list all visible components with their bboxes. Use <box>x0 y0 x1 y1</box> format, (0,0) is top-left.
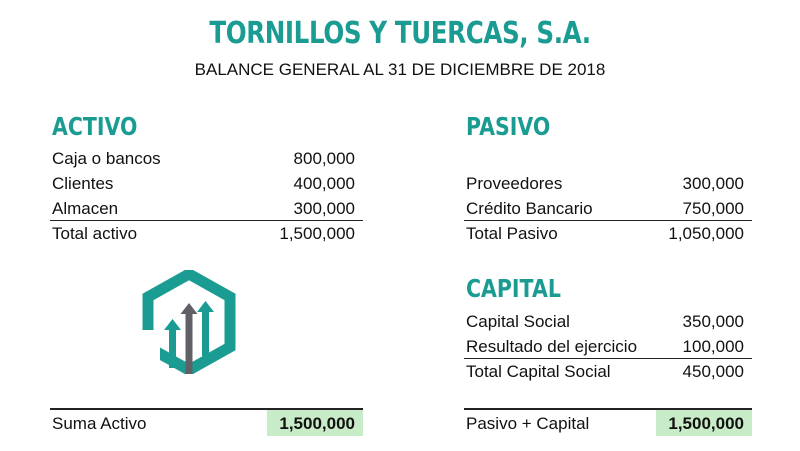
pasivo-capital-label: Pasivo + Capital <box>466 414 590 433</box>
pasivo-value: 750,000 <box>682 199 744 218</box>
activo-row <box>50 171 363 196</box>
activo-row <box>50 196 363 221</box>
activo-total-value: 1,500,000 <box>279 224 355 243</box>
activo-label: Almacen <box>52 199 119 218</box>
pasivo-capital-row <box>464 408 752 436</box>
capital-value: 100,000 <box>682 337 744 356</box>
capital-value: 350,000 <box>682 312 744 331</box>
activo-row <box>50 146 363 171</box>
report-subtitle: BALANCE GENERAL AL 31 DE DICIEMBRE DE 2018 <box>194 60 606 79</box>
suma-activo-label: Suma Activo <box>52 414 147 433</box>
activo-label: Caja o bancos <box>52 149 161 168</box>
capital-total-row <box>464 358 752 383</box>
suma-activo-row <box>50 408 363 436</box>
activo-value: 400,000 <box>293 174 355 193</box>
activo-value: 300,000 <box>293 199 355 218</box>
activo-total-row <box>50 220 363 245</box>
activo-label: Clientes <box>52 174 114 193</box>
capital-row <box>464 334 752 359</box>
activo-heading: ACTIVO <box>52 112 138 141</box>
capital-label: Resultado del ejercicio <box>466 337 638 356</box>
pasivo-capital-value: 1,500,000 <box>656 410 752 436</box>
pasivo-row <box>464 171 752 196</box>
company-name: TORNILLOS Y TUERCAS, S.A. <box>209 16 591 51</box>
activo-total-label: Total activo <box>52 224 138 243</box>
pasivo-label: Crédito Bancario <box>466 199 593 218</box>
pasivo-label: Proveedores <box>466 174 563 193</box>
pasivo-total-label: Total Pasivo <box>466 224 558 243</box>
pasivo-total-value: 1,050,000 <box>668 224 744 243</box>
capital-total-label: Total Capital Social <box>466 362 611 381</box>
capital-total-value: 450,000 <box>682 362 744 381</box>
pasivo-total-row <box>464 220 752 245</box>
capital-heading: CAPITAL <box>466 274 561 303</box>
pasivo-value: 300,000 <box>682 174 744 193</box>
pasivo-heading: PASIVO <box>466 112 551 141</box>
capital-row <box>464 309 752 334</box>
growth-arrows-hexagon-icon <box>142 270 236 374</box>
capital-label: Capital Social <box>466 312 570 331</box>
suma-activo-value: 1,500,000 <box>267 410 363 436</box>
activo-value: 800,000 <box>293 149 355 168</box>
pasivo-row <box>464 196 752 221</box>
